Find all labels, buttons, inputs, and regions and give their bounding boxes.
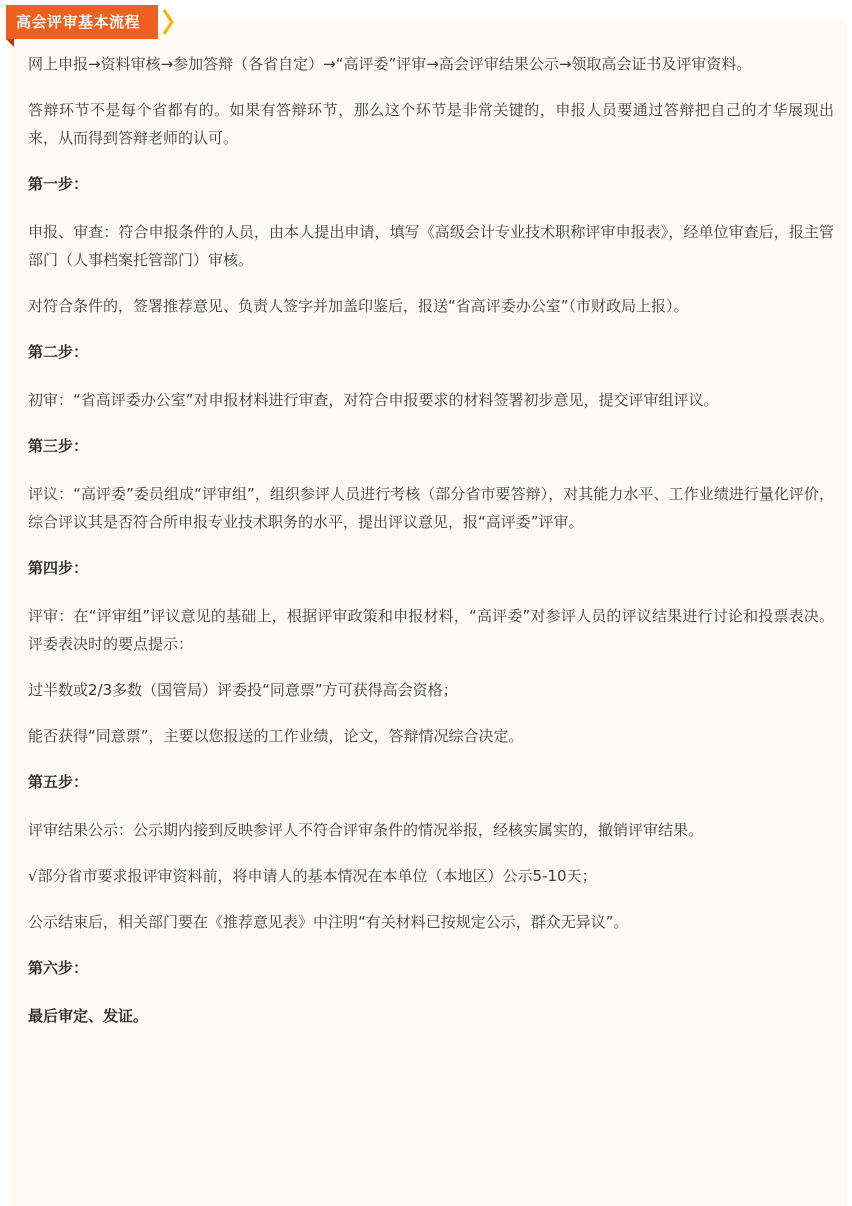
step-4-review: 评审：在“评审组”评议意见的基础上，根据评审政策和申报材料，“高评委”对参评人员的评议结果进行讨论和投票表决。评委表决时的要点提示： [28, 607, 834, 653]
defense-note: 答辩环节不是每个省都有的。如果有答辩环节，那么这个环节是非常关键的，申报人员要通过答辩把自己的才华展现出来，从而得到答辩老师的认可。 [28, 101, 834, 147]
step-2-initial-review: 初审：“省高评委办公室”对申报材料进行审查，对符合申报要求的材料签署初步意见，提交评审组评议。 [28, 391, 719, 409]
step-heading-6: 第六步： [28, 959, 89, 977]
step-4-vote-rule: 过半数或2/3多数（国管局）评委投“同意票”方可获得高会资格； [28, 681, 458, 699]
step-4-vote-basis: 能否获得“同意票”，主要以您报送的工作业绩，论文，答辩情况综合决定。 [28, 727, 524, 745]
section-banner [6, 5, 202, 45]
step-3-evaluation: 评议：“高评委”委员组成“评审组”，组织参评人员进行考核（部分省市要答辩），对其能力水平、工作业绩进行量化评价，综合评议其是否符合所申报专业技术职务的水平，提出评议意见，报“高评委”评审。 [28, 485, 834, 531]
step-heading-1: 第一步： [28, 175, 89, 193]
banner-title: 高会评审基本流程 [6, 5, 158, 39]
article-body [28, 50, 834, 1050]
step-1-submit: 对符合条件的，签署推荐意见、负责人签字并加盖印鉴后，报送“省高评委办公室”（市财政局上报）。 [28, 297, 689, 315]
banner-fold [6, 39, 14, 47]
step-heading-5: 第五步： [28, 773, 89, 791]
step-heading-4: 第四步： [28, 559, 89, 577]
flow-summary: 网上申报→资料审核→参加答辩（各省自定）→“高评委”评审→高会评审结果公示→领取高会证书及评审资料。 [28, 55, 752, 73]
step-6-final: 最后审定、发证。 [28, 1007, 149, 1025]
step-5-pre-publicity: √部分省市要求报评审资料前，将申请人的基本情况在本单位（本地区）公示5-10天； [28, 867, 597, 885]
step-1-apply: 申报、审查：符合申报条件的人员，由本人提出申请，填写《高级会计专业技术职称评审申报表》，经单位审查后，报主管部门（人事档案托管部门）审核。 [28, 223, 834, 269]
step-heading-3: 第三步： [28, 437, 89, 455]
step-5-post-publicity: 公示结束后，相关部门要在《推荐意见表》中注明“有关材料已按规定公示，群众无异议”。 [28, 913, 629, 931]
step-5-publicity: 评审结果公示：公示期内接到反映参评人不符合评审条件的情况举报，经核实属实的，撤销评审结果。 [28, 821, 704, 839]
chevron-right-icon [162, 8, 174, 36]
step-heading-2: 第二步： [28, 343, 89, 361]
